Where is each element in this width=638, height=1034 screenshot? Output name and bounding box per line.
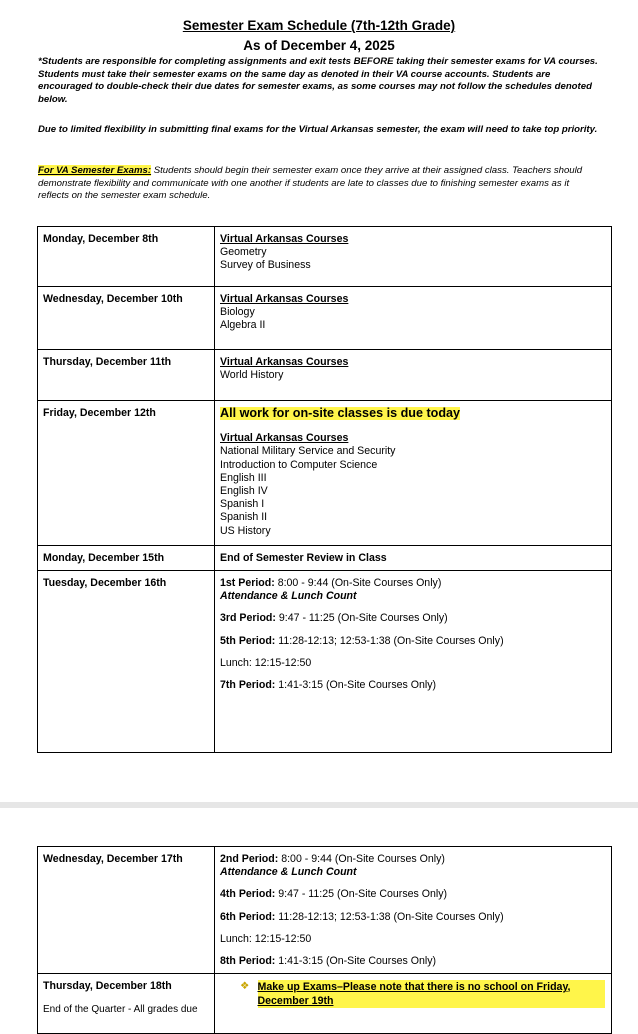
day-cell: Monday, December 8th [38,227,215,287]
attendance-note: Attendance & Lunch Count [220,866,357,879]
period-8: 8th Period: 1:41-3:15 (On-Site Courses Only) [220,955,437,968]
course-heading: Virtual Arkansas Courses [220,432,349,445]
course-item: National Military Service and Security [220,445,396,458]
period-1: 1st Period: 8:00 - 9:44 (On-Site Courses Only) Attendance & Lunch Count [220,577,605,603]
period-6: 6th Period: 11:28-12:13; 12:53-1:38 (On-Site Courses Only) [220,910,504,923]
table-row [38,227,612,287]
student-responsibility-note: *Students are responsible for completing assignments and exit tests BEFORE taking their semester exams for VA courses. Students must take their semester exams on the same day as denoted in their VA course accounts. Students are encouraged to double-check their due dates for semester exams, as some courses may not follow the schedules denoted below. [38,56,598,105]
course-item: English IV [220,485,268,498]
course-item: Spanish II [220,511,268,524]
course-item: Survey of Business [220,259,311,272]
review-cell: End of Semester Review in Class [215,546,612,571]
table-row [38,401,612,546]
lunch: Lunch: 12:15-12:50 [220,932,312,945]
course-item: Spanish I [220,498,265,511]
courses-cell [215,287,612,350]
course-item: US History [220,524,271,537]
table-row [38,847,612,974]
document-page-2 [0,808,638,1024]
courses-cell [215,227,612,287]
day-cell: Thursday, December 11th [38,350,215,401]
course-item: Algebra II [220,319,266,332]
end-of-quarter-note: End of the Quarter - All grades due [43,1004,198,1016]
period-7: 7th Period: 1:41-3:15 (On-Site Courses Only) [220,679,437,692]
period-2: 2nd Period: 8:00 - 9:44 (On-Site Courses Only) Attendance & Lunch Count [220,853,605,879]
lunch: Lunch: 12:15-12:50 [220,656,312,669]
attendance-note: Attendance & Lunch Count [220,590,357,603]
table-row [38,287,612,350]
day-cell: Tuesday, December 16th [38,571,215,753]
courses-cell [215,401,612,546]
course-heading: Virtual Arkansas Courses [220,356,349,368]
day-cell [38,974,215,1034]
course-item: Introduction to Computer Science [220,458,378,471]
day-cell: Wednesday, December 17th [38,847,215,974]
schedule-table [37,226,612,753]
course-heading: Virtual Arkansas Courses [220,233,349,245]
page-title: Semester Exam Schedule (7th-12th Grade) [182,18,456,33]
day-cell: Monday, December 15th [38,546,215,571]
period-4: 4th Period: 9:47 - 11:25 (On-Site Courses Only) [220,888,448,901]
diamond-bullet-icon: ❖ [240,980,250,992]
as-of-date: As of December 4, 2025 [243,38,395,53]
period-3: 3rd Period: 9:47 - 11:25 (On-Site Courses Only) [220,612,448,625]
table-row [38,546,612,571]
course-item: English III [220,471,267,484]
makeup-cell [215,974,612,1034]
va-exam-note-lead: For VA Semester Exams: [38,165,152,176]
due-today-notice: All work for on-site classes is due today [220,406,461,420]
priority-note: Due to limited flexibility in submitting final exams for the Virtual Arkansas semester, the exam will need to take top priority. [38,124,598,135]
table-row [38,350,612,401]
periods-cell [215,847,612,974]
va-exam-note-text: Students should begin their semester exam once they arrive at their assigned class. Teachers should demonstrate flexibility and communicate with one another if students are late to classes due to finishing semester exams as it reflects on the semester exam schedule. [38,165,583,201]
course-item: World History [220,369,284,382]
makeup-exams-item [220,980,605,1008]
va-exam-note [38,165,598,203]
course-heading: Virtual Arkansas Courses [220,293,349,305]
period-5: 5th Period: 11:28-12:13; 12:53-1:38 (On-Site Courses Only) [220,634,504,647]
course-item: Geometry [220,246,267,259]
day-label: Thursday, December 18th [43,980,172,992]
schedule-table-continued [37,846,612,1034]
courses-cell [215,350,612,401]
course-item: Biology [220,306,255,319]
day-cell: Friday, December 12th [38,401,215,546]
table-row [38,974,612,1034]
periods-cell [215,571,612,753]
table-row [38,571,612,753]
day-cell: Wednesday, December 10th [38,287,215,350]
makeup-exams-text: Make up Exams–Please note that there is no school on Friday, December 19th [258,980,606,1008]
